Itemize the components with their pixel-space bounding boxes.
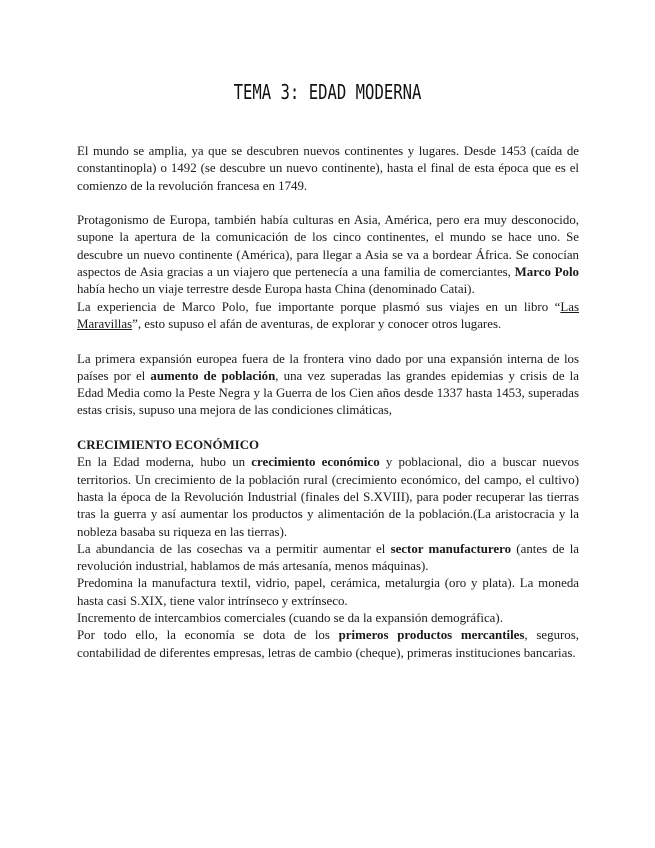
document-body	[77, 143, 579, 662]
paragraph-text: La abundancia de las cosechas va a permitir aumentar el	[77, 541, 391, 556]
paragraph-text: (antes de la revolución industrial, hablamos de más artesanía, menos máquinas).	[77, 541, 580, 574]
bold-term: aumento de población	[150, 368, 276, 383]
paragraph-text: Protagonismo de Europa, también había culturas en Asia, América, pero era muy desconocido, supone la apertura de la comunicación de los cinco continentes, el mundo se hace uno. Se descubre un nuevo continente (América), para llegar a Asia se va a bordear África. Se conocían aspectos de Asia gracias a un viajero que pertenecía a una familia de comerciantes,	[77, 213, 579, 280]
paragraph-text: La primera expansión europea fuera de la frontera vino dado por una expansión interna de los países por el	[77, 351, 579, 383]
paragraph-manufacture	[77, 575, 579, 610]
paragraph-text: Predomina la manufactura textil, vidrio, papel, cerámica, metalurgia (oro y plata). La moneda hasta casi S.XIX, tiene valor intrínseco y extrínseco.	[77, 576, 579, 608]
paragraph-text: El mundo se amplia, ya que se descubren nuevos continentes y lugares. Desde 1453 (caída de constantinopla) o 1492 (se descubre un nuevo continente), hasta el final de esta época que es el comienzo de la revolución francesa en 1749.	[77, 144, 579, 193]
book-title-link: Las Maravillas	[77, 299, 579, 331]
paragraph-text: , una vez superadas las grandes epidemias y crisis de la Edad Media como la Peste Negra y la Guerra de los Cien años desde 1337 hasta 1453, superadas estas crisis, supuso una mejora de las condiciones climáticas,	[77, 368, 579, 418]
section-heading: CRECIMIENTO ECONÓMICO	[77, 438, 260, 453]
page-title: TEMA 3: EDAD MODERNA	[233, 80, 422, 104]
paragraph-intro	[77, 143, 579, 195]
paragraph-expansion	[77, 351, 579, 420]
paragraph-harvest	[77, 541, 579, 576]
paragraph-marco-polo	[77, 299, 579, 334]
paragraph-europe	[77, 212, 579, 298]
paragraph-text: Incremento de intercambios comerciales (cuando se da la expansión demográfica).	[77, 611, 503, 626]
paragraph-text: La experiencia de Marco Polo, fue importante porque plasmó sus viajes en un libro “	[77, 299, 561, 314]
bold-term: crecimiento económico	[251, 455, 380, 470]
bold-term: Marco Polo	[514, 265, 579, 280]
paragraph-text: y poblacional, dio a buscar nuevos territorios. Un crecimiento de la población rural (crecimiento económico, del campo, el cultivo) hasta la época de la Revolución Industrial (finales del S.XVIII), para poder recuperar las tierras tras la guerra y así aumentar los productos y alimentación de la población.(La aristocracia y la nobleza basaba su riqueza en las tierras).	[77, 455, 579, 539]
paragraph-text: , seguros, contabilidad de diferentes empresas, letras de cambio (cheque), primeras instituciones bancarias.	[77, 628, 579, 660]
paragraph-trade	[77, 610, 579, 627]
bold-term: primeros productos mercantiles	[338, 628, 525, 643]
bold-term: sector manufacturero	[390, 541, 512, 556]
paragraph-text: ”, esto supuso el afán de aventuras, de explorar y conocer otros lugares.	[132, 316, 502, 331]
paragraph-text: había hecho un viaje terrestre desde Europa hasta China (denominado Catai).	[77, 282, 475, 297]
paragraph-mercantile	[77, 627, 579, 662]
paragraph-text: Por todo ello, la economía se dota de los	[77, 628, 339, 643]
paragraph-text: En la Edad moderna, hubo un	[77, 455, 252, 470]
paragraph-growth	[77, 454, 579, 540]
